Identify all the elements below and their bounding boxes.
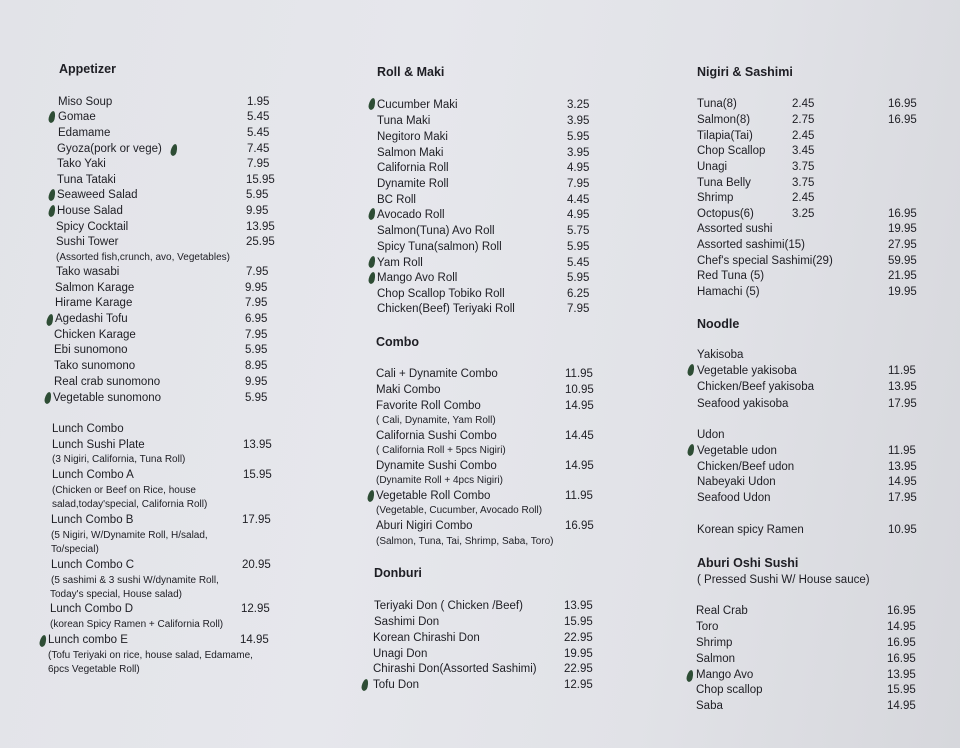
vegetarian-leaf-icon <box>368 97 377 110</box>
lunch-combo-heading: Lunch Combo <box>52 423 124 435</box>
vegetarian-leaf-icon <box>686 669 695 682</box>
vegetarian-leaf-icon <box>48 110 57 123</box>
menu-item-note: To/special) <box>51 544 99 555</box>
menu-item-note: salad,today'special, California Roll) <box>52 499 208 510</box>
vegetarian-leaf-icon <box>48 204 57 217</box>
vegetarian-leaf-icon <box>687 443 696 456</box>
aburi-oshi-heading: Aburi Oshi Sushi <box>697 556 799 570</box>
menu-item-note: (korean Spicy Ramen + California Roll) <box>50 619 224 630</box>
roll-maki-heading: Roll & Maki <box>377 65 445 79</box>
menu-item-note: (5 sashimi & 3 sushi W/dynamite Roll, <box>51 575 219 586</box>
vegetarian-leaf-icon <box>48 188 57 201</box>
vegetarian-leaf-icon <box>44 391 53 404</box>
menu-item-note: (Assorted fish,crunch, avo, Vegetables) <box>56 252 230 263</box>
menu-item-note: ( California Roll + 5pcs Nigiri) <box>376 445 506 456</box>
menu-item-note: (Tofu Teriyaki on rice, house salad, Edamame, <box>48 650 253 661</box>
menu-item-note: (3 Nigiri, California, Tuna Roll) <box>52 454 186 465</box>
vegetarian-leaf-icon <box>39 634 48 647</box>
udon-subheading: Udon <box>697 429 725 441</box>
combo-heading: Combo <box>376 335 420 349</box>
menu-item-note: Today's special, House salad) <box>50 589 182 600</box>
menu-item-note: 6pcs Vegetable Roll) <box>48 664 140 675</box>
noodle-heading: Noodle <box>697 317 740 331</box>
appetizer-heading: Appetizer <box>59 62 116 76</box>
vegetarian-leaf-icon <box>367 489 376 502</box>
vegetarian-leaf-icon <box>368 255 377 268</box>
menu-item-note: ( Cali, Dynamite, Yam Roll) <box>376 415 496 426</box>
menu-sheet: Appetizer Miso Soup 1.95 Gomae 5.45 Edamame 5.45 Gyoza(pork or vege) 7.45 Tako Yaki 7.95 Tuna Tataki 15.95 Seaweed Salad 5.95 House Salad 9.95 Spicy Cocktail 13.95 Sushi Tower 25.95 (Assorted fish,crunch, avo, Vegetables) Tako wasabi 7.95 Salmon Karage 9.95 Hirame Karage 7.95 Agedashi Tofu 6.95 Chicken Karage 7.95 Ebi sunomono 5.95 Tako sunomono 8.95 Real crab sunomono 9.95 Vegetable sunomono 5.95 Lunch Combo Lunch Sushi Plate 13.95 (3 Nigiri, California, Tuna Roll) Lunch Combo A 15.95 (Chicken or Beef on Rice, house salad,today'special, California Roll) Lunch Combo B 17.95 (5 Nigiri, W/Dynamite Roll, H/salad, To/special) Lunch Combo C 20.95 (5 sashimi & 3 sushi W/dynamite Roll, Today's special, House salad) Lunch Combo D 12.95 (korean Spicy Ramen + California Roll) Lunch combo E 14.95 (Tofu Teriyaki on rice, house salad, Edamame, 6pcs Vegetable Roll) Roll & Maki Cucumber Maki 3.25 Tuna Maki 3.95 Negitoro Maki 5.95 Salmon Maki 3.95 California Roll 4.95 Dynamite Roll 7.95 BC Roll 4.45 Avocado Roll 4.95 Salmon(Tuna) Avo Roll 5.75 Spicy Tuna(salmon) Roll 5.95 Yam Roll 5.45 Mango Avo Roll 5.95 Chop Scallop Tobiko Roll 6.25 Chicken(Beef) Teriyaki Roll 7.95 Combo Cali + Dynamite Combo 11.95 Maki Combo 10.95 Favorite Roll Combo 14.95 ( Cali, Dynamite, Yam Roll) California Sushi Combo 14.45 ( California Roll + 5pcs Nigiri) Dynamite Sushi Combo 14.95 (Dynamite Roll + 4pcs Nigiri) Vegetable Roll Combo 11.95 (Vegetable, Cucumber, Avocado Roll) Aburi Nigiri Combo 16.95 (Salmon, Tuna, Tai, Shrimp, Saba, Toro) Donburi Teriyaki Don ( Chicken /Beef) 13.95 Sashimi Don 15.95 Korean Chirashi Don 22.95 Unagi Don 19.95 Chirashi Don(Assorted Sashimi) 22.95 Tofu Don 12.95 Nigiri & Sashimi Tuna(8) 2.45 16.95 Salmon(8) 2.75 16.95 Tilapia(Tai) 2.45 Chop Scallop 3.45 Unagi 3.75 Tuna Belly 3.75 Shrimp 2.45 Octopus(6) 3.25 16.95 Assorted sushi 19.95 Assorted sashimi(15) 27.95 Chef's special Sashimi(29) 59.95 Red Tuna (5) 21.95 Hamachi (5) 19.95 Noodle Yakisoba Vegetable yakisoba 11.95 Chicken/Beef yakisoba 13.95 Seafood yakisoba 17.95 Udon Vegetable udon 11.95 Chicken/Beef udon 13.95 Nabeyaki Udon 14.95 Seafood Udon 17.95 Korean spicy Ramen 10.95 Aburi Oshi Sushi ( Pressed Sushi W/ House sauce) Real Crab 16.95 Toro 14.95 Shrimp 16.95 Salmon 16.95 Mango Avo 13.95 Chop scallop 15.95 Saba 14.95 <box>0 0 960 748</box>
vegetarian-leaf-icon <box>368 271 377 284</box>
menu-item-note: (5 Nigiri, W/Dynamite Roll, H/salad, <box>51 530 208 541</box>
menu-item-note: (Dynamite Roll + 4pcs Nigiri) <box>376 475 503 486</box>
menu-item-note: (Chicken or Beef on Rice, house <box>52 485 196 496</box>
donburi-heading: Donburi <box>374 566 422 580</box>
menu-item-note: (Salmon, Tuna, Tai, Shrimp, Saba, Toro) <box>376 536 554 547</box>
vegetarian-leaf-icon <box>46 313 55 326</box>
vegetarian-leaf-icon <box>170 143 179 156</box>
vegetarian-leaf-icon <box>361 678 370 691</box>
menu-item-note: (Vegetable, Cucumber, Avocado Roll) <box>376 505 543 516</box>
nigiri-sashimi-heading: Nigiri & Sashimi <box>697 65 793 79</box>
vegetarian-leaf-icon <box>368 207 377 220</box>
aburi-subtitle: ( Pressed Sushi W/ House sauce) <box>697 574 870 586</box>
yakisoba-subheading: Yakisoba <box>697 349 744 361</box>
vegetarian-leaf-icon <box>687 363 696 376</box>
